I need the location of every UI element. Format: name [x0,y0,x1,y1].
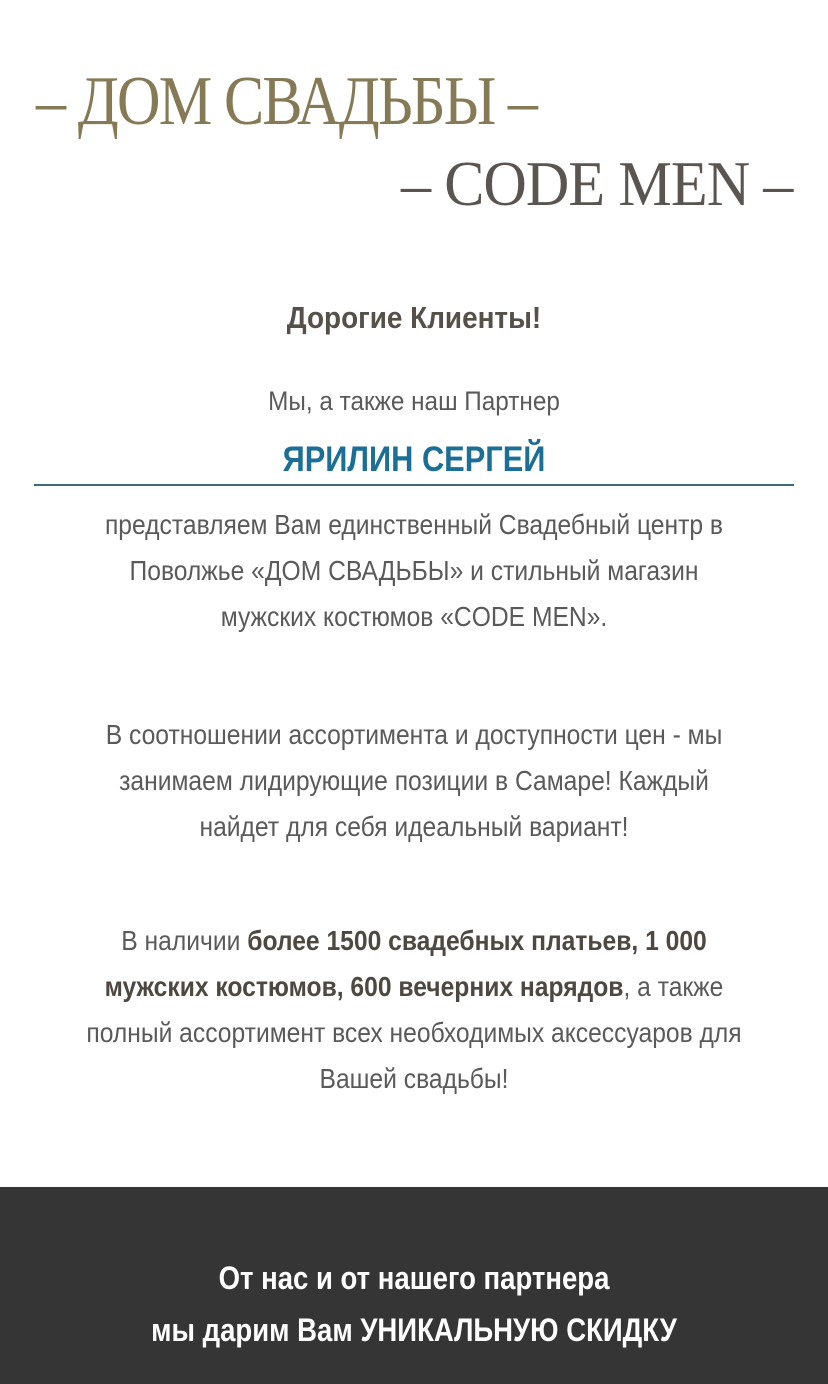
stock-suffix: , а также полный ассортимент всех необходимых аксессуаров для Вашей свадьбы! [86,971,742,1094]
paragraph-pricing [40,712,788,850]
banner-line-1: От нас и от нашего партнера [218,1260,610,1296]
banner-line-2: мы дарим Вам УНИКАЛЬНУЮ СКИДКУ [151,1312,677,1348]
discount-banner-text [0,1252,828,1356]
greeting-heading: Дорогие Клиенты! [286,300,542,335]
paragraph-intro [40,502,788,640]
logo-dom-svadby: – ДОМ СВАДЬБЫ – [36,63,537,140]
paragraph-pricing-text: В соотношении ассортимента и доступности цен - мы занимаем лидирующие позиции в Самаре! Каждый найдет для себя идеальный вариант! [105,719,723,842]
paragraph-stock [40,918,788,1102]
partner-name: ЯРИЛИН СЕРГЕЙ [282,440,546,479]
divider-rule [34,484,794,486]
paragraph-intro-text: представляем Вам единственный Свадебный центр в Поволжье «ДОМ СВАДЬБЫ» и стильный магазин мужских костюмов «CODE MEN». [104,509,724,632]
paragraph-stock-text [85,918,743,1102]
stock-prefix: В наличии [121,925,248,956]
logo-code-men: – CODE MEN – [400,148,792,219]
intro-text: Мы, а также наш Партнер [268,386,560,416]
stock-highlight: более 1500 свадебных платьев, 1 000 мужских костюмов, 600 вечерних нарядов [104,925,707,1002]
